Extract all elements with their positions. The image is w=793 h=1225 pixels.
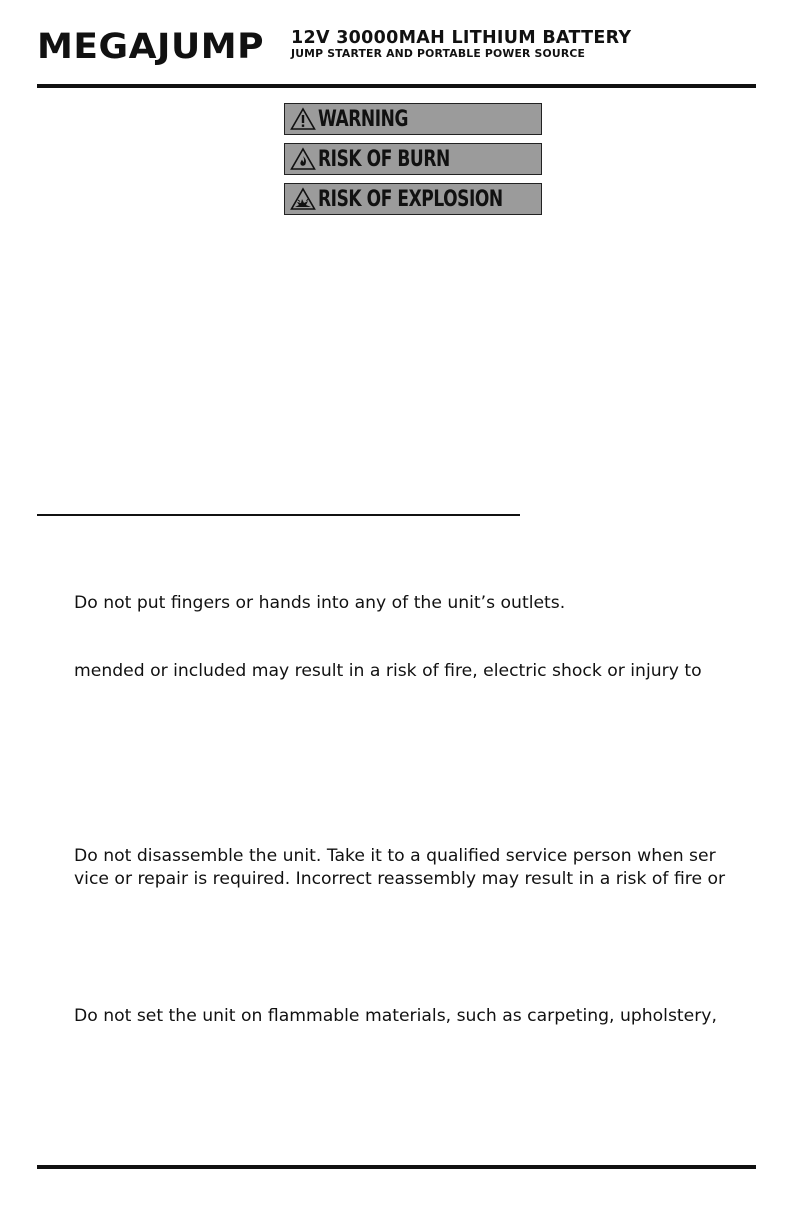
footer-rule [37, 1165, 756, 1169]
instruction-line: mended or included may result in a risk of fire, electric shock or injury to [74, 661, 702, 681]
product-subtitle: JUMP STARTER AND PORTABLE POWER SOURCE [291, 47, 586, 60]
header-rule [37, 84, 756, 88]
burn-warning-text: RISK OF BURN [318, 146, 450, 172]
brand-logo: MEGAJUMP [37, 27, 265, 67]
instruction-line: Do not disassemble the unit. Take it to a qualified service person when ser [74, 846, 716, 866]
instruction-line: Do not set the unit on flammable materials, such as carpeting, upholstery, [74, 1006, 717, 1026]
instruction-line: vice or repair is required. Incorrect reassembly may result in a risk of fire or [74, 869, 726, 889]
exclamation-triangle-icon [289, 105, 317, 133]
flame-triangle-icon [289, 145, 317, 173]
instruction-line: Do not put fingers or hands into any of the unit’s outlets. [74, 593, 566, 613]
warning-text: WARNING [318, 106, 409, 132]
explosion-warning-label [284, 183, 542, 215]
explosion-triangle-icon [289, 185, 317, 213]
explosion-warning-text: RISK OF EXPLOSION [318, 186, 503, 212]
product-title: 12V 30000MAH LITHIUM BATTERY [291, 28, 632, 48]
warning-label [284, 103, 542, 135]
burn-warning-label [284, 143, 542, 175]
section-divider [37, 514, 520, 516]
